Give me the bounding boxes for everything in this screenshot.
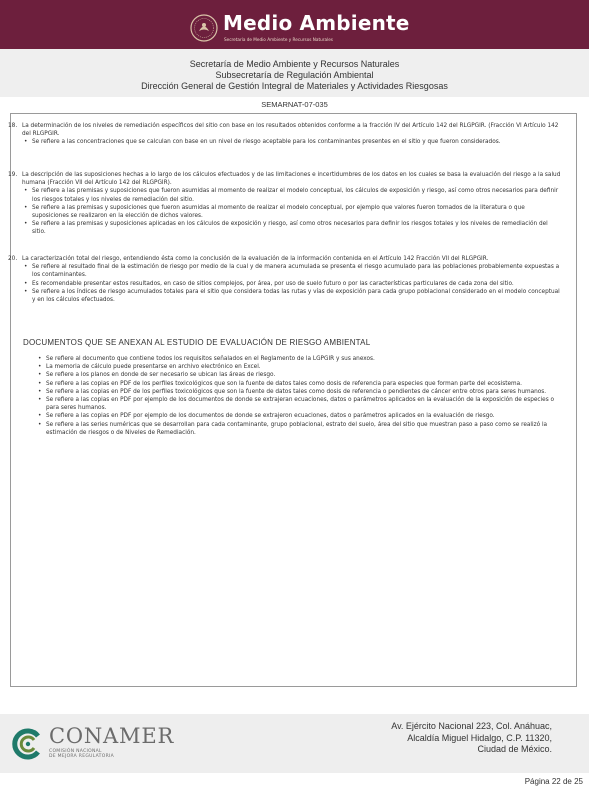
annex-list xyxy=(46,354,562,436)
logo-title: Medio Ambiente xyxy=(223,11,410,35)
bullet-list xyxy=(22,262,562,303)
item-19 xyxy=(8,170,562,236)
item-number: 18. xyxy=(8,121,18,129)
page-number: Página 22 de 25 xyxy=(524,777,583,786)
bullet-item: • Se refiere a las copias en PDF de los perfiles toxicológicos que son la fuente de datos tales como dosis de referencia para especies que forman parte del ecosistema. xyxy=(36,379,562,387)
agency-line-3: Dirección General de Gestión Integral de Materiales y Actividades Riesgosas xyxy=(141,81,448,91)
bullet-item: • Se refiere a las series numéricas que se desarrollan para cada contaminante, grupo poblacional, estrato del suelo, área del sitio que muestran paso a paso como se realizó la estimación de riesgos o de Niveles de Remediación. xyxy=(36,420,562,436)
bullet-item: • Se refiere a las premisas y suposiciones que fueron asumidas al momento de realizar el modelo conceptual, por ejemplo que valores fueron tomados de la literatura o que suposiciones se realizaron en la elección de dichos valores. xyxy=(22,203,562,219)
agency-line-2: Subsecretaría de Regulación Ambiental xyxy=(215,70,374,80)
address-line-3: Ciudad de México. xyxy=(477,744,552,754)
item-20 xyxy=(8,254,562,304)
conamer-name: CONAMER xyxy=(49,724,175,748)
bullet-item: • Se refiere a las premisas y suposiciones que fueron asumidas al momento de realizar el modelo conceptual, los cálculos de exposición y riesgo, así como otros necesarios para definir los riesgos totales y los niveles de remediación del sitio. xyxy=(22,186,562,202)
header-band xyxy=(0,0,589,49)
item-text: La determinación de los niveles de remediación específicos del sitio con base en los resultados obtenidos conforme a la fracción IV del Artículo 142 del RLGPGIR. (Fracción VI Artículo 142 del RLGPGIR. xyxy=(22,121,559,138)
bullet-item: • Se refiere a los índices de riesgo acumulados totales para el sitio que considera todas las rutas y vías de exposición para cada grupo poblacional considerado en el modelo conceptual y en los cálculos efectuados. xyxy=(22,287,562,303)
conamer-logo-icon xyxy=(12,728,44,760)
bullet-item: • Se refiere a las premisas y suposiciones aplicadas en los cálculos de exposición y riesgo, así como otros necesarios para definir los riesgos totales y los niveles de remediación del sitio. xyxy=(22,219,562,235)
bullet-item: • Se refiere a las copias en PDF por ejemplo de los documentos de donde se extrajeran ecuaciones, datos o parámetros aplicados en la evaluación de la exposición de especies o para seres humanos. xyxy=(36,395,562,411)
item-text: La caracterización total del riesgo, entendiendo ésta como la conclusión de la evaluación de la información contenida en el Artículo 142 Fracción VII del RLGPGIR. xyxy=(22,254,489,262)
conamer-subtitle xyxy=(49,749,114,760)
conamer-sub-line-2: DE MEJORA REGULATORIA xyxy=(49,754,114,760)
bullet-list xyxy=(22,137,562,145)
bullet-item: • Se refiere a las copias en PDF de los perfiles toxicológicos que son la fuente de datos tales como dosis de referencia o pendientes de cáncer entre otros para seres humanos. xyxy=(36,387,562,395)
bullet-item: • Se refiere al resultado final de la estimación de riesgo por medio de la cual y de manera acumulada se presenta el riesgo acumulado para las poblaciones probablemente expuestas a los contaminantes. xyxy=(22,262,562,278)
bullet-item: • Se refiere al documento que contiene todos los requisitos señalados en el Reglamento de la LGPGIR y sus anexos. xyxy=(36,354,562,362)
item-text: La descripción de las suposiciones hechas a lo largo de los cálculos efectuados y de las limitaciones e incertidumbres de los datos en los cuales se basa la evaluación del riesgo a la salud humana (Fracción VII del Artículo 142 del RLGPGIR). xyxy=(22,170,561,187)
mexico-seal-icon xyxy=(190,14,218,42)
bullet-list xyxy=(22,186,562,235)
bullet-item: • Se refiere a los planos en donde de ser necesario se ubican las áreas de riesgo. xyxy=(36,370,562,378)
item-number: 20. xyxy=(8,254,18,262)
form-code: SEMARNAT-07-035 xyxy=(261,100,328,109)
address-line-1: Av. Ejército Nacional 223, Col. Anáhuac, xyxy=(391,721,552,731)
address xyxy=(391,721,552,756)
medio-ambiente-logo xyxy=(190,11,410,46)
item-number: 19. xyxy=(8,170,18,178)
agency-line-1: Secretaría de Medio Ambiente y Recursos Naturales xyxy=(189,59,400,69)
address-line-2: Alcaldía Miguel Hidalgo, C.P. 11320, xyxy=(407,732,552,743)
section-title: DOCUMENTOS QUE SE ANEXAN AL ESTUDIO DE EVALUACIÓN DE RIESGO AMBIENTAL xyxy=(23,338,371,347)
bullet-item: • Se refiere a las copias en PDF por ejemplo de los documentos de donde se extrajeron ecuaciones, datos o parámetros aplicados en la evaluación de riesgo. xyxy=(36,411,562,419)
bullet-list xyxy=(36,354,562,436)
agency-header xyxy=(0,49,589,97)
bullet-item: • La memoria de cálculo puede presentarse en archivo electrónico en Excel. xyxy=(36,362,562,370)
item-18 xyxy=(8,121,562,146)
bullet-item: • Se refiere a las concentraciones que se calculan con base en un nivel de riesgo aceptable para los contaminantes presentes en el sitio y que fueron considerados. xyxy=(22,137,562,145)
bullet-item: • Es recomendable presentar estos resultados, en caso de sitios complejos, por área, por uso de suelo futuro o por las características particulares de cada zona del sitio. xyxy=(22,279,562,287)
conamer-sub-line-1: COMISIÓN NACIONAL xyxy=(49,749,102,754)
logo-subtitle: Secretaría de Medio Ambiente y Recursos Naturales xyxy=(224,37,333,42)
